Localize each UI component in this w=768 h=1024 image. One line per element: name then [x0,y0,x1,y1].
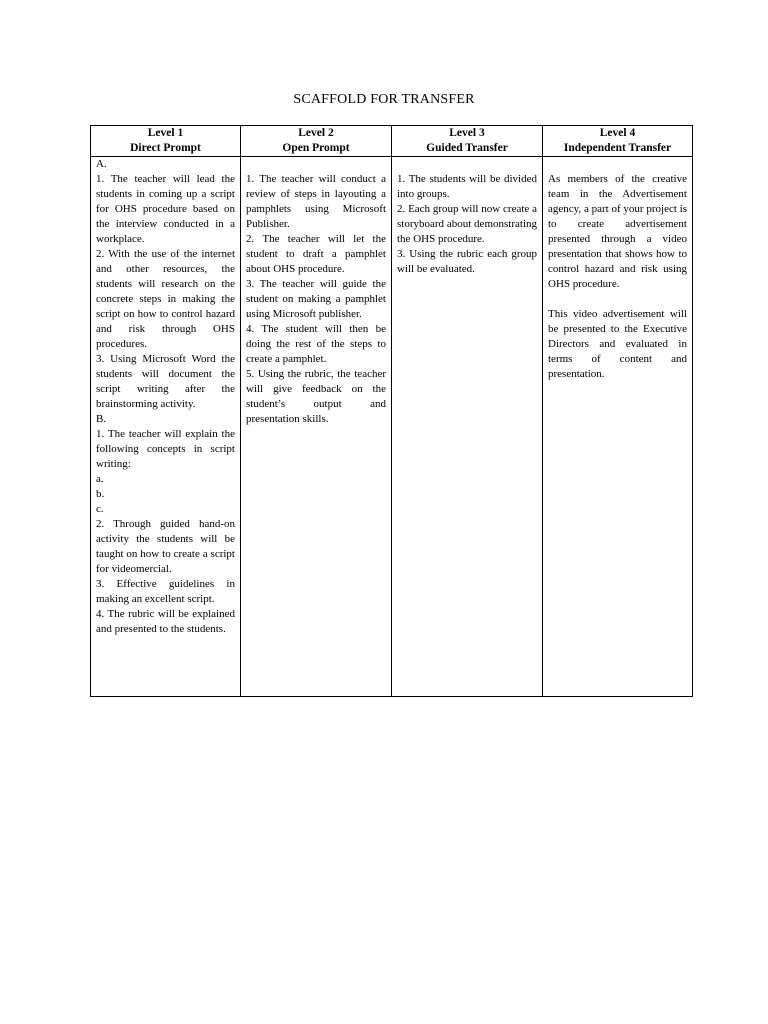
header-level-1 [91,126,241,157]
list-item: c. [96,503,104,515]
list-item: 2. With the use of the internet and other resources, the students will research on the concrete steps in making the script on how to control hazard and risk through OHS procedures. [96,248,235,350]
list-item: 3. The teacher will guide the student on making a pamphlet using Microsoft publisher. [246,278,386,320]
cell-independent-transfer [543,157,693,697]
list-item: 2. Through guided hand-on activity the students will be taught on how to create a script for videomercial. [96,518,235,575]
scaffold-table [90,125,693,697]
header-level-3 [392,126,543,157]
list-item: 1. The teacher will conduct a review of steps in layouting a pamphlets using Microsoft Publisher. [246,173,386,230]
header-level-label: Level 2 [298,127,334,139]
paragraph: As members of the creative team in the Advertisement agency, a part of your project is to create advertisement presented through a video presentation that shows how to control hazard and risk using OHS procedure. [548,173,687,290]
header-column-name: Guided Transfer [426,142,508,154]
header-column-name: Open Prompt [282,142,350,154]
list-item: 2. Each group will now create a storyboard about demonstrating the OHS procedure. [397,203,537,245]
list-item: A. [96,158,107,170]
cell-direct-prompt [91,157,241,697]
list-item: 5. Using the rubric, the teacher will give feedback on the student’s output and presentation skills. [246,368,386,425]
list-item: 4. The student will then be doing the rest of the steps to create a pamphlet. [246,323,386,365]
list-item: 1. The teacher will explain the following concepts in script writing: [96,428,235,470]
header-column-name: Direct Prompt [130,142,201,154]
paragraph-spacer [548,292,687,307]
list-item: 3. Using the rubric each group will be evaluated. [397,248,537,275]
header-column-name: Independent Transfer [563,142,672,154]
list-item: 1. The students will be divided into groups. [397,173,537,200]
list-item: a. [96,473,104,485]
table-row [91,157,693,697]
paragraph: This video advertisement will be presented to the Executive Directors and evaluated in terms of content and presentation. [548,308,687,380]
list-item: 4. The rubric will be explained and presented to the students. [96,608,235,635]
header-level-label: Level 3 [449,127,485,139]
header-level-2 [241,126,392,157]
list-item: B. [96,413,107,425]
list-item: 2. The teacher will let the student to draft a pamphlet about OHS procedure. [246,233,386,275]
list-item: b. [96,488,105,500]
header-level-label: Level 1 [147,127,184,139]
cell-guided-transfer [392,157,543,697]
table-header-row [91,126,693,157]
list-item: 1. The teacher will lead the students in coming up a script for OHS procedure based on the interview conducted in a workplace. [96,173,235,245]
header-level-4 [543,126,693,157]
cell-open-prompt [241,157,392,697]
list-item: 3. Effective guidelines in making an excellent script. [96,578,235,605]
page-title: SCAFFOLD FOR TRANSFER [293,92,475,107]
list-item: 3. Using Microsoft Word the students will document the script writing after the brainstorming activity. [96,353,235,410]
header-level-label: Level 4 [599,127,636,139]
